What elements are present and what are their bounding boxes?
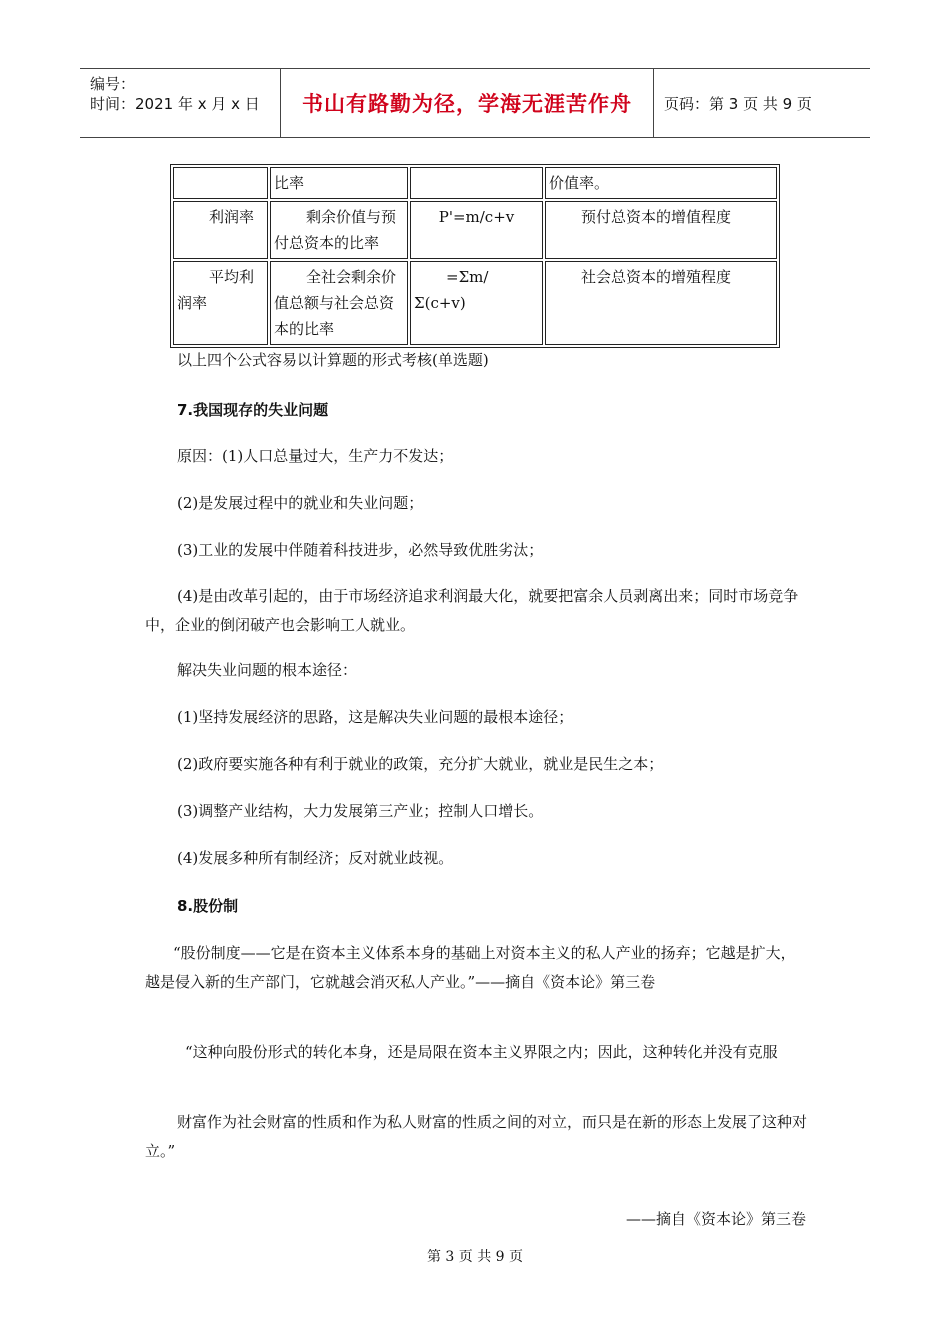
paragraph-cause-2: (2)是发展过程中的就业和失业问题； [177, 494, 424, 512]
table-cell: 平均利润率 [173, 261, 268, 345]
table-cell [173, 167, 268, 199]
table-cell: 预付总资本的增值程度 [545, 201, 777, 259]
paragraph-solution-intro: 解决失业问题的根本途径： [177, 661, 358, 679]
table-cell: 比率 [270, 167, 408, 199]
section-heading-unemployment: 7.我国现存的失业问题 [177, 401, 329, 419]
quote-source: ——摘自《资本论》第三卷 [625, 1210, 806, 1228]
formula-table [170, 164, 780, 348]
table-row [173, 167, 777, 199]
paragraph-quote-2: “这种向股份形式的转化本身，还是局限在资本主义界限之内；因此，这种转化并没有克服 [185, 1043, 778, 1061]
paragraph-cause-4: (4)是由改革引起的，由于市场经济追求利润最大化，就要把富余人员剥离出来；同时市场竞争中，企业的倒闭破产也会影响工人就业。 [145, 587, 799, 634]
header-motto: 书山有路勤为径，学海无涯苦作舟 [281, 69, 654, 137]
table-row [173, 261, 777, 345]
paragraph-quote-1: “股份制度——它是在资本主义体系本身的基础上对资本主义的私人产业的扬弃；它越是扩大，越是侵入新的生产部门，它就越会消灭私人产业。”——摘自《资本论》第三卷 [145, 944, 796, 991]
table-cell: =Σm/Σ(c+v) [410, 261, 543, 345]
table-cell: 全社会剩余价值总额与社会总资本的比率 [270, 261, 408, 345]
paragraph-solution-3: (3)调整产业结构，大力发展第三产业；控制人口增长。 [177, 802, 544, 820]
header-meta [80, 69, 281, 137]
page-footer: 第 3 页 共 9 页 [426, 1249, 524, 1265]
paragraph-solution-2: (2)政府要实施各种有利于就业的政策，充分扩大就业，就业是民生之本； [177, 755, 664, 773]
table-cell: 利润率 [173, 201, 268, 259]
table-cell: 价值率。 [545, 167, 777, 199]
number-label: 编号： [90, 75, 136, 93]
paragraph-cause-1: 原因：(1)人口总量过大，生产力不发达； [177, 447, 454, 465]
table-cell: 剩余价值与预付总资本的比率 [270, 201, 408, 259]
paragraph-solution-1: (1)坚持发展经济的思路，这是解决失业问题的最根本途径； [177, 708, 574, 726]
table-cell: P'=m/c+v [410, 201, 543, 259]
date-label: 时间：2021 年 x 月 x 日 [90, 95, 260, 113]
page-header [80, 68, 870, 138]
paragraph-formula-note: 以上四个公式容易以计算题的形式考核(单选题) [177, 351, 489, 369]
paragraph-quote-3: 财富作为社会财富的性质和作为私人财富的性质之间的对立，而只是在新的形态上发展了这种对立。” [145, 1113, 808, 1160]
paragraph-cause-3: (3)工业的发展中伴随着科技进步，必然导致优胜劣汰； [177, 541, 544, 559]
header-page-info: 页码：第 3 页 共 9 页 [664, 94, 812, 113]
table-cell: 社会总资本的增殖程度 [545, 261, 777, 345]
table-row [173, 201, 777, 259]
table-cell [410, 167, 543, 199]
section-heading-shareholding: 8.股份制 [177, 897, 239, 915]
paragraph-solution-4: (4)发展多种所有制经济；反对就业歧视。 [177, 849, 454, 867]
